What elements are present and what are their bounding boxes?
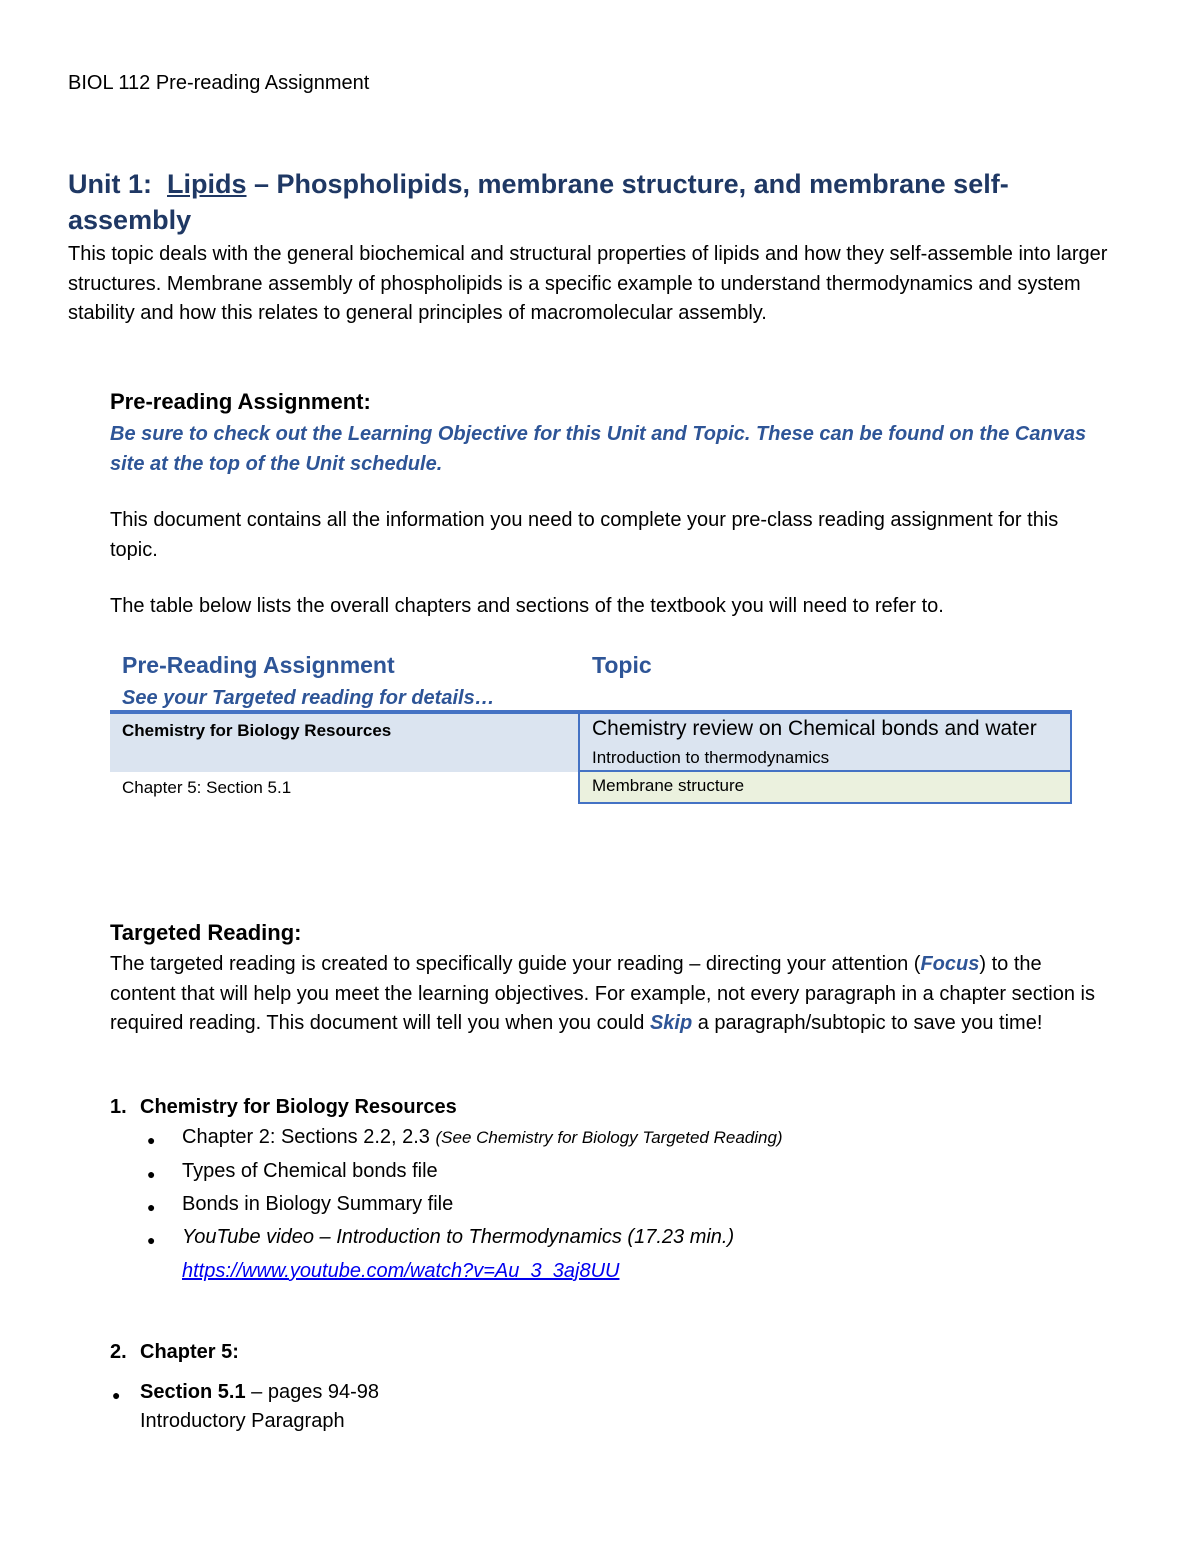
document-header: BIOL 112 Pre-reading Assignment bbox=[68, 72, 370, 94]
table-cell: Membrane structure bbox=[592, 776, 745, 795]
list-2-title: Chapter 5: bbox=[140, 1341, 239, 1363]
targeted-reading-paragraph bbox=[110, 950, 1110, 1039]
list-item: Bonds in Biology Summary file bbox=[182, 1193, 454, 1215]
table-header-subtitle: See your Targeted reading for details… bbox=[122, 687, 495, 709]
bullet-icon: ● bbox=[147, 1199, 156, 1215]
list-2-number: 2. bbox=[110, 1341, 127, 1363]
list-item bbox=[182, 1126, 783, 1149]
targeted-text-1: The targeted reading is created to specifically guide your reading – directing your attention ( bbox=[110, 953, 921, 975]
intro-paragraph: This topic deals with the general biochemical and structural properties of lipids and how they self-assemble into larger structures. Membrane assembly of phospholipids is a specific example to understand thermodynamics and system stability and how this relates to general principles of macromolecular assembly. bbox=[68, 243, 1108, 324]
unit-prefix: Unit 1: bbox=[68, 169, 152, 199]
list-item-note: (See Chemistry for Biology Targeted Reading) bbox=[435, 1128, 783, 1147]
skip-word: Skip bbox=[649, 1012, 693, 1034]
table-cell: Chemistry review on Chemical bonds and water bbox=[592, 717, 1037, 740]
document-contains-text: This document contains all the information you need to complete your pre-class reading assignment for this topic. bbox=[110, 509, 1059, 561]
targeted-text-2: ) to the content that will help you meet the learning objectives. For example, not every paragraph in a chapter section is required reading. This document will tell you when you could bbox=[110, 953, 1095, 1034]
section-pages: – pages 94-98 bbox=[245, 1381, 380, 1403]
table-header-assignment: Pre-Reading Assignment bbox=[122, 652, 395, 678]
learning-objective-note: Be sure to check out the Learning Objective for this Unit and Topic. These can be found on the Canvas site at the top of the Unit schedule. bbox=[110, 423, 1087, 475]
list-item: Types of Chemical bonds file bbox=[182, 1160, 438, 1182]
table-cell: Chemistry for Biology Resources bbox=[122, 721, 392, 740]
table-cell-sub: Introduction to thermodynamics bbox=[592, 748, 830, 767]
list-item-text: Chapter 2: Sections 2.2, 2.3 bbox=[182, 1126, 436, 1148]
bullet-icon: ● bbox=[147, 1132, 156, 1148]
list-1-number: 1. bbox=[110, 1096, 127, 1118]
youtube-link[interactable]: https://www.youtube.com/watch?v=Au_3_3aj8UU bbox=[182, 1260, 620, 1282]
table-cell: Chapter 5: Section 5.1 bbox=[122, 778, 292, 797]
list-item: YouTube video – Introduction to Thermodynamics (17.23 min.) bbox=[182, 1226, 735, 1248]
section-label: Section 5.1 bbox=[140, 1381, 246, 1403]
targeted-reading-heading: Targeted Reading: bbox=[110, 920, 302, 945]
list-item bbox=[140, 1381, 379, 1404]
list-1-title: Chemistry for Biology Resources bbox=[140, 1096, 457, 1118]
unit-lipids: Lipids bbox=[167, 169, 247, 199]
focus-word: Focus bbox=[920, 953, 980, 975]
targeted-text-3: a paragraph/subtopic to save you time! bbox=[692, 1012, 1043, 1034]
bullet-icon: ● bbox=[147, 1166, 156, 1182]
table-intro-text: The table below lists the overall chapters and sections of the textbook you will need to refer to. bbox=[110, 595, 944, 617]
list-item-sub: Introductory Paragraph bbox=[140, 1410, 345, 1432]
pre-reading-heading: Pre-reading Assignment: bbox=[110, 389, 371, 414]
unit-title-rest: – Phospholipids, membrane structure, and membrane self-assembly bbox=[68, 169, 1009, 235]
bullet-icon: ● bbox=[112, 1387, 121, 1403]
table-header-topic: Topic bbox=[592, 652, 652, 678]
unit-title bbox=[68, 166, 1068, 238]
bullet-icon: ● bbox=[147, 1232, 156, 1248]
